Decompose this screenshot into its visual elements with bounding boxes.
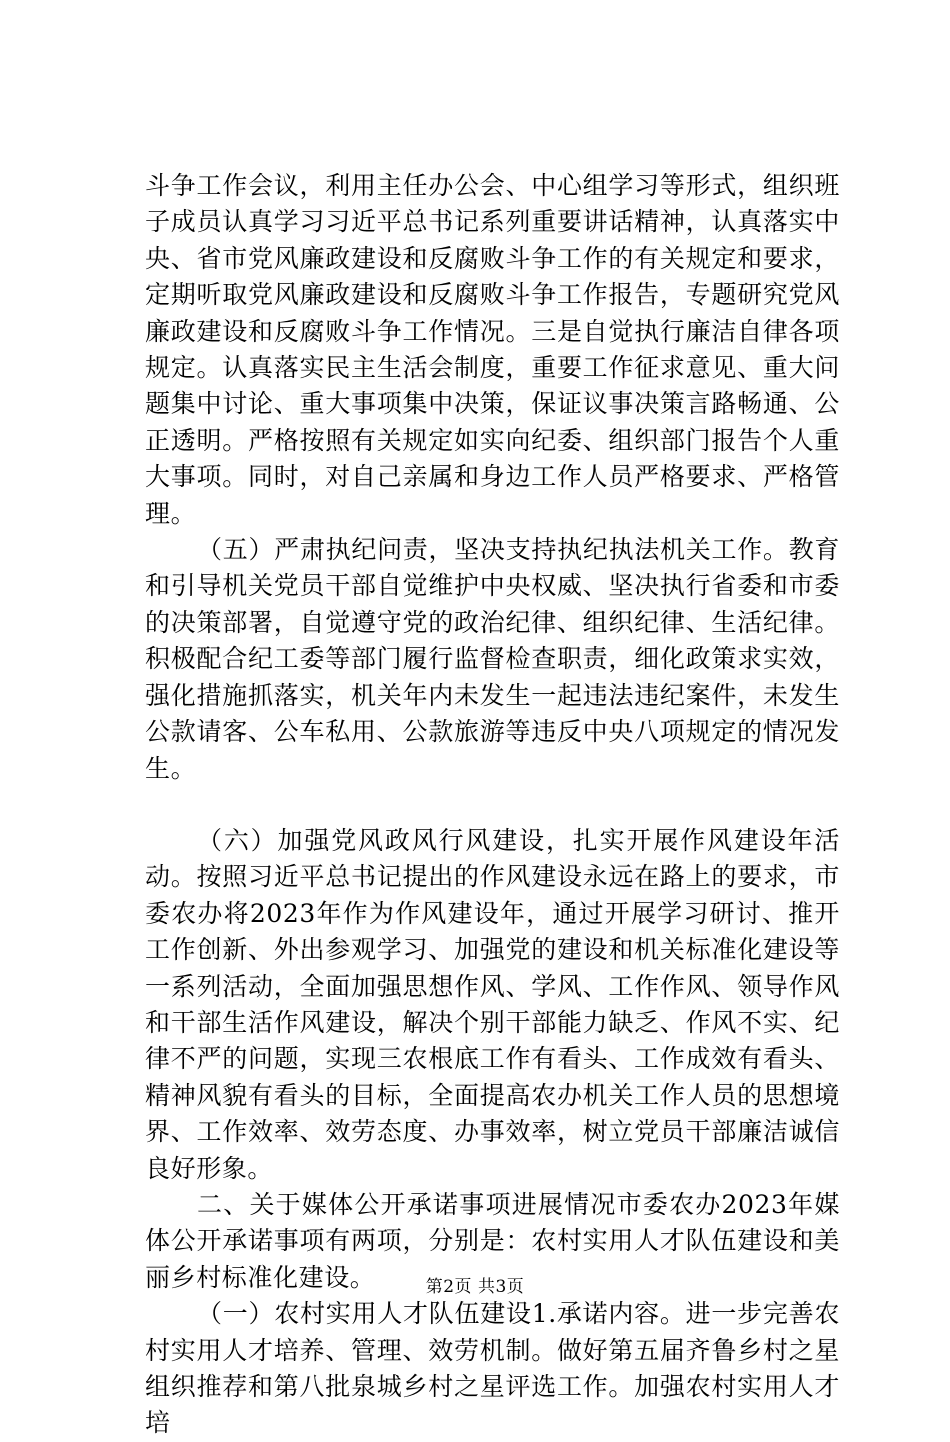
paragraph-subsection-1: （一）农村实用人才队伍建设1.承诺内容。进一步完善农村实用人才培养、管理、效劳机制。做好第五届齐鲁乡村之星组织推荐和第八批泉城乡村之星评选工作。加强农村实用人才培: [145, 1299, 840, 1438]
document-body: [145, 168, 840, 1442]
paragraph-continuation: 斗争工作会议，利用主任办公会、中心组学习等形式，组织班子成员认真学习习近平总书记系列重要讲话精神，认真落实中央、省市党风廉政建设和反腐败斗争工作的有关规定和要求，定期听取党风廉政建设和反腐败斗争工作报告，专题研究党风廉政建设和反腐败斗争工作情况。三是自觉执行廉洁自律各项规定。认真落实民主生活会制度，重要工作征求意见、重大问题集中讨论、重大事项集中决策，保证议事决策言路畅通、公正透明。严格按照有关规定如实向纪委、组织部门报告个人重大事项。同时，对自己亲属和身边工作人员严格要求、严格管理。: [145, 171, 840, 528]
page-number-footer: 第2页 共3页: [425, 1277, 525, 1297]
paragraph-section-6: （六）加强党风政风行风建设，扎实开展作风建设年活动。按照习近平总书记提出的作风建设永远在路上的要求，市委农办将2023年作为作风建设年，通过开展学习研讨、推开工作创新、外出参观学习、加强党的建设和机关标准化建设等一系列活动，全面加强思想作风、学风、工作作风、领导作风和干部生活作风建设，解决个别干部能力缺乏、作风不实、纪律不严的问题，实现三农根底工作有看头、工作成效有看头、精神风貌有看头的目标，全面提高农办机关工作人员的思想境界、工作效率、效劳态度、办事效率，树立党员干部廉洁诚信良好形象。: [145, 825, 840, 1183]
paragraph-part-2-heading: 二、关于媒体公开承诺事项进展情况市委农办2023年媒体公开承诺事项有两项，分别是：农村实用人才队伍建设和美丽乡村标准化建设。: [145, 1189, 840, 1292]
paragraph-section-5: （五）严肃执纪问责，坚决支持执纪执法机关工作。教育和引导机关党员干部自觉维护中央权威、坚决执行省委和市委的决策部署，自觉遵守党的政治纪律、组织纪律、生活纪律。积极配合纪工委等部门履行监督检查职责，细化政策求实效，强化措施抓落实，机关年内未发生一起违法违纪案件，未发生公款请客、公车私用、公款旅游等违反中央八项规定的情况发生。: [145, 535, 840, 783]
